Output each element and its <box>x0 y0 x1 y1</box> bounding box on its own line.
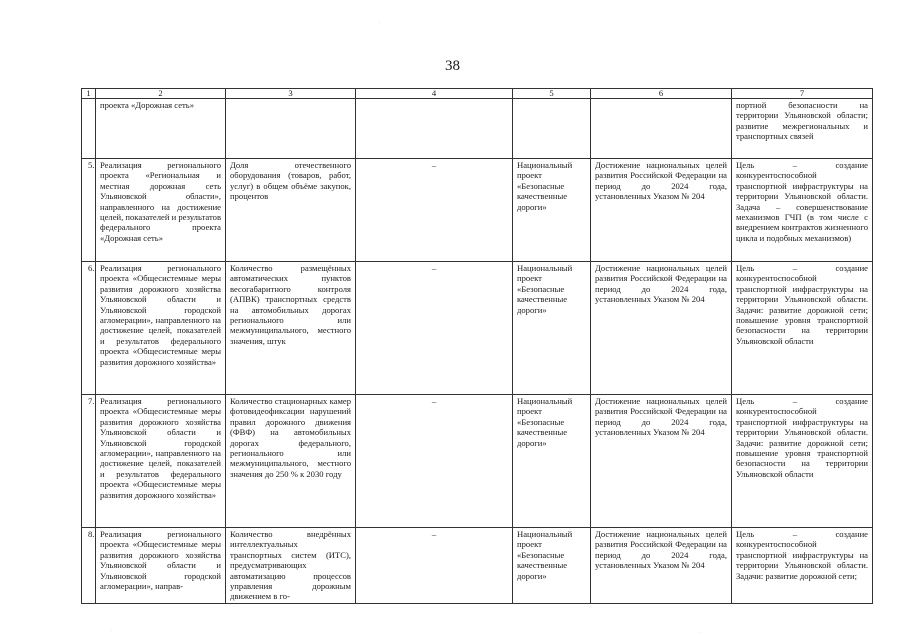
row-number: 6. <box>82 262 96 395</box>
scan-speck: · <box>378 20 380 26</box>
table-row <box>82 99 873 159</box>
table-row <box>82 262 873 395</box>
cell-col4: – <box>356 159 513 262</box>
col-header: 4 <box>356 89 513 99</box>
cell-target: Цель – создание конкурентоспособной транспортной инфраструктуры на территории Ульяновской области. Задача – совершенствование механизмов ГЧП (в том числе с внедрением контрактов жизненного цикла и подобных механизмов) <box>732 159 873 262</box>
cell-national-project: Национальный проект «Безопасные качественные дороги» <box>513 395 591 528</box>
cell-national-project: Национальный проект «Безопасные качественные дороги» <box>513 528 591 604</box>
cell-indicator <box>226 99 356 159</box>
cell-goal <box>591 99 732 159</box>
cell-indicator: Доля отечественного оборудования (товаров, работ, услуг) в общем объёме закупок, процентов <box>226 159 356 262</box>
cell-target: Цель – создание конкурентоспособной транспортной инфраструктуры на территории Ульяновской области. Задачи: развитие дорожной сети; повышение уровня транспортной безопасности на территории Ульяновской области <box>732 262 873 395</box>
col-header: 1 <box>82 89 96 99</box>
scan-speck: · <box>700 630 702 636</box>
cell-target: Цель – создание конкурентоспособной транспортной инфраструктуры на территории Ульяновской области. Задачи: развитие дорожной сети; повышение уровня транспортной безопасности на территории Ульяновской области <box>732 395 873 528</box>
document-table <box>81 88 873 604</box>
cell-col4: – <box>356 528 513 604</box>
cell-national-project: Национальный проект «Безопасные качественные дороги» <box>513 262 591 395</box>
cell-indicator: Количество внедрённых интеллектуальных транспортных систем (ИТС), предусматривающих автоматизацию процессов управления дорожным движением в го- <box>226 528 356 604</box>
cell-project: Реализация регионального проекта «Общесистемные меры развития дорожного хозяйства Ульяновской области и Ульяновской городской агломерации», направ- <box>96 528 226 604</box>
header-row <box>82 89 873 99</box>
col-header: 7 <box>732 89 873 99</box>
cell-col4: – <box>356 395 513 528</box>
cell-target: портной безопасности на территории Ульяновской области; развитие межрегиональных и транспортных связей <box>732 99 873 159</box>
col-header: 5 <box>513 89 591 99</box>
cell-indicator: Количество стационарных камер фотовидеофиксации нарушений правил дорожного движения (ФВФ) на автомобильных дорогах федерального, регионального или межмуниципального, местного значения до 250 % к 2030 году <box>226 395 356 528</box>
cell-national-project: Национальный проект «Безопасные качественные дороги» <box>513 159 591 262</box>
cell-national-project <box>513 99 591 159</box>
table-row <box>82 528 873 604</box>
cell-project: Реализация регионального проекта «Общесистемные меры развития дорожного хозяйства Ульяновской области и Ульяновской городской агломерации», направленного на достижение целей, показателей и результатов федерального проекта «Общесистемные меры развития дорожного хозяйства» <box>96 262 226 395</box>
table-row <box>82 395 873 528</box>
row-number: 7. <box>82 395 96 528</box>
cell-project: Реализация регионального проекта «Общесистемные меры развития дорожного хозяйства Ульяновской области и Ульяновской городской агломерации», направленного на достижение целей, показателей и результатов федерального проекта «Общесистемные меры развития дорожного хозяйства» <box>96 395 226 528</box>
cell-indicator: Количество размещённых автоматических пунктов весогабаритного контроля (АПВК) транспортных средств на автомобильных дорогах регионального или межмуниципального, местного значения, штук <box>226 262 356 395</box>
row-number: 8. <box>82 528 96 604</box>
col-header: 3 <box>226 89 356 99</box>
row-number: 5. <box>82 159 96 262</box>
cell-goal: Достижение национальных целей развития Российской Федерации на период до 2024 года, установленных Указом № 204 <box>591 262 732 395</box>
col-header: 2 <box>96 89 226 99</box>
cell-target: Цель – создание конкурентоспособной транспортной инфраструктуры на территории Ульяновской области. Задачи: развитие дорожной сети; <box>732 528 873 604</box>
cell-goal: Достижение национальных целей развития Российской Федерации на период до 2024 года, установленных Указом № 204 <box>591 528 732 604</box>
cell-project: Реализация регионального проекта «Региональная и местная дорожная сеть Ульяновской области», направленного на достижение целей, показателей и результатов федерального проекта «Дорожная сеть» <box>96 159 226 262</box>
table-row <box>82 159 873 262</box>
col-header: 6 <box>591 89 732 99</box>
page-number: 38 <box>445 58 460 74</box>
cell-goal: Достижение национальных целей развития Российской Федерации на период до 2024 года, установленных Указом № 204 <box>591 159 732 262</box>
cell-goal: Достижение национальных целей развития Российской Федерации на период до 2024 года, установленных Указом № 204 <box>591 395 732 528</box>
cell-col4: – <box>356 262 513 395</box>
cell-col4 <box>356 99 513 159</box>
scan-speck: · <box>110 628 112 634</box>
row-number <box>82 99 96 159</box>
cell-project: проекта «Дорожная сеть» <box>96 99 226 159</box>
